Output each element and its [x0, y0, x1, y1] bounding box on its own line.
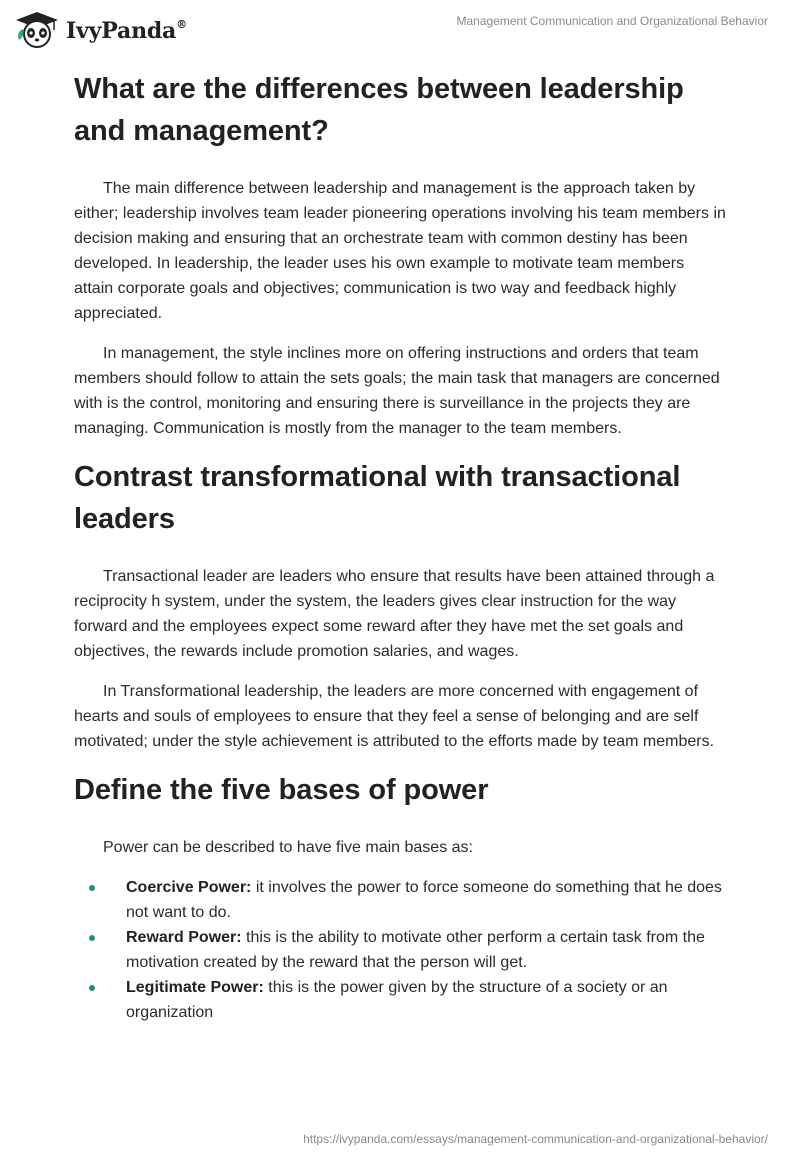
page-header — [0, 0, 800, 60]
paragraph: In management, the style inclines more on offering instructions and orders that team members should follow to attain the sets goals; the main task that managers are concerned with is the control, monitoring and ensuring there is surveillance in the projects they are managing. Communication is mostly from the manager to the team members. — [74, 345, 720, 437]
paragraph-intro: Power can be described to have five main bases as: — [103, 839, 473, 856]
bases-of-power-list — [74, 875, 726, 1025]
list-item-text: this is the ability to motivate other perform a certain task from the motivation created by the reward that the person will get. — [126, 929, 705, 971]
list-item-term: Coercive Power: — [126, 879, 252, 896]
registered-mark: ® — [176, 17, 187, 31]
ivypanda-logo[interactable] — [14, 10, 187, 50]
paragraph: Transactional leader are leaders who ensure that results have been attained through a reciprocity h system, under the system, the leaders gives clear instruction for the way forward and the employees expect some reward after they have met the set goals and objectives, the rewards include promotion salaries, and wages. — [74, 568, 715, 660]
section-heading-transformational-vs-transactional: Contrast transformational with transactional leaders — [74, 461, 681, 535]
list-item — [74, 925, 726, 975]
footer-source-url[interactable]: https://ivypanda.com/essays/management-communication-and-organizational-behavior/ — [303, 1132, 768, 1146]
paragraph: The main difference between leadership and management is the approach taken by either; leadership involves team leader pioneering operations involving his team members in decision making and ensuring that an orchestrate team with common destiny has been developed. In leadership, the leader uses his own example to motivate team members attain corporate goals and objectives; communication is two way and feedback highly appreciated. — [74, 180, 726, 322]
list-item-text: it involves the power to force someone do something that he does not want to do. — [126, 879, 722, 921]
essay-content — [74, 68, 726, 1025]
list-item-term: Reward Power: — [126, 929, 242, 946]
list-item-term: Legitimate Power: — [126, 979, 264, 996]
list-item-text: this is the power given by the structure of a society or an organization — [126, 979, 668, 1021]
list-item — [74, 875, 726, 925]
logo-wordmark: IvyPanda® — [66, 17, 187, 44]
bullet-icon — [89, 935, 95, 941]
paragraph: In Transformational leadership, the leaders are more concerned with engagement of hearts and souls of employees to ensure that they feel a sense of belonging and are self motivated; under the style achievement is attributed to the efforts made by team members. — [74, 683, 715, 750]
section-heading-bases-of-power: Define the five bases of power — [74, 774, 489, 806]
bullet-icon — [89, 885, 95, 891]
section-heading-leadership-vs-management: What are the differences between leadership and management? — [74, 73, 684, 147]
running-title: Management Communication and Organizational Behavior — [456, 14, 768, 28]
list-item — [74, 975, 726, 1025]
panda-logo-icon — [14, 10, 60, 50]
bullet-icon — [89, 985, 95, 991]
